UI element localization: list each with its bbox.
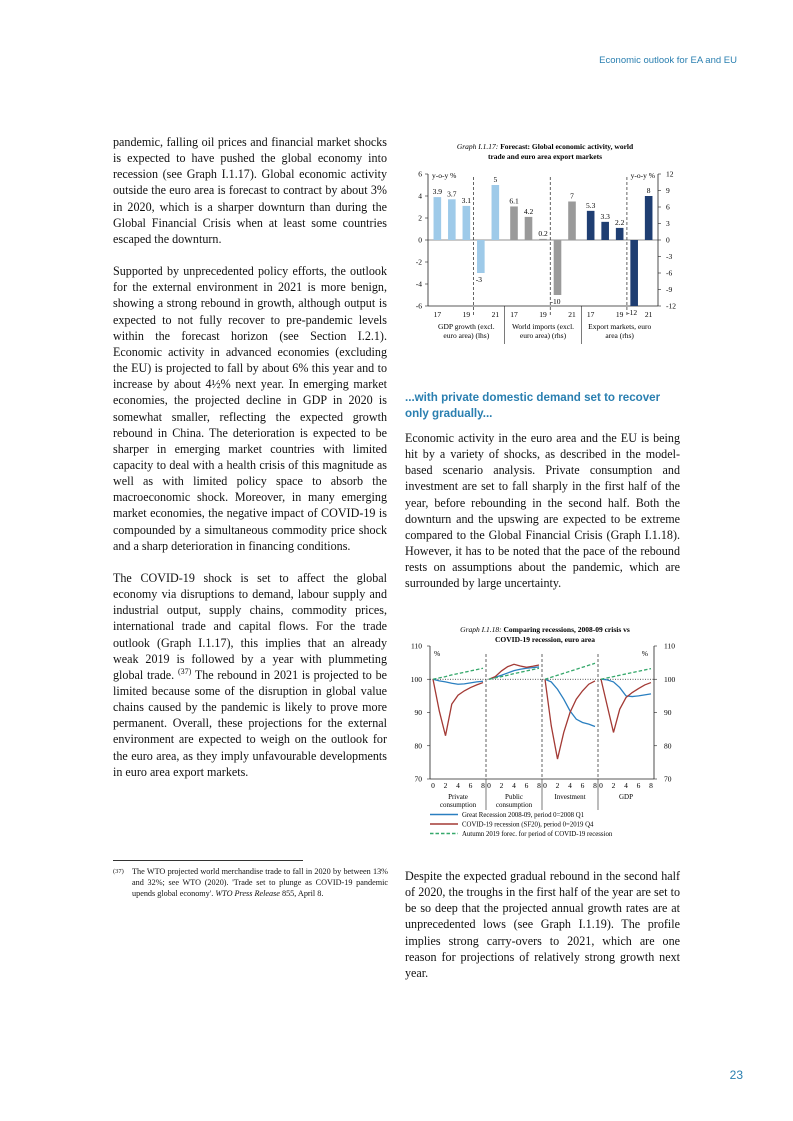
bar-data-label: 3.3 (600, 211, 610, 221)
x-tick-label: 19 (462, 310, 471, 319)
x-tick-label: 8 (593, 781, 597, 790)
paragraph (113, 570, 387, 780)
paragraph-text: The rebound in 2021 is projected to be limited because some of the disruption in global value chains caused by the pandemic is likely to prove more permanent. Overall, these projections for the external environment are expected to weigh on the outlook for the euro area, as they imply unfavourable developments in euro area export markets. (113, 667, 388, 779)
chart-title: trade and euro area export markets (487, 152, 603, 161)
section-subheading: ...with private domestic demand set to recover only gradually... (405, 391, 661, 420)
page-number: 23 (729, 1068, 743, 1082)
footnote-reference[interactable]: (37) (177, 666, 192, 676)
x-tick-label: 4 (512, 781, 516, 790)
right-tick-label: -12 (666, 301, 676, 311)
bar-data-label: 5 (493, 175, 498, 184)
left-tick-label: 4 (418, 191, 422, 201)
x-tick-label: 8 (537, 781, 541, 790)
left-tick-label: -2 (415, 257, 422, 267)
x-tick-label: 17 (433, 310, 442, 319)
group-label: GDP growth (excl. (438, 322, 495, 331)
bar (630, 240, 638, 306)
footnote-source: WTO Press Release (215, 889, 280, 898)
x-tick-label: 19 (615, 310, 624, 319)
paragraph: Despite the expected gradual rebound in the second half of 2020, the troughs in the first half of the year are set to be so deep that the projected annual growth rates are at unprecedented lows (see Graph I.1.19). The profile implies strong carry-overs to 2021, which are one reason for projections of relatively strong growth next year. (405, 869, 680, 980)
bar (477, 240, 485, 273)
bar (587, 211, 595, 240)
bar (434, 197, 442, 240)
group-label: Export markets, euro (588, 322, 652, 331)
chart-title: COVID-19 recession, euro area (495, 635, 595, 644)
right-column-upper (405, 430, 680, 592)
footnote-mark: (37) (113, 868, 124, 875)
running-header: Economic outlook for EA and EU (599, 55, 737, 66)
x-tick-label: 19 (539, 310, 547, 319)
group-label: euro area) (lhs) (443, 331, 490, 340)
x-tick-label: 4 (624, 781, 628, 790)
series-line (545, 679, 595, 759)
bar-data-label: 8 (646, 186, 651, 195)
paragraph-text: The COVID-19 shock is set to affect the global economy via disruptions to demand, labour supply and industrial output, supply chains, commodity prices, international trade and capital flows. For the trade outlook (Graph I.1.17), this implies that an already weak 2019 is followed by a year with plummeting global trade. (113, 570, 387, 682)
x-tick-label: 2 (499, 781, 504, 790)
left-tick-label: 90 (414, 708, 422, 717)
left-tick-label: 110 (411, 641, 422, 651)
bar-data-label: 3.1 (461, 195, 472, 205)
series-line (601, 679, 651, 696)
bar-data-label: -3 (475, 275, 482, 284)
group-label: euro area) (rhs) (519, 331, 567, 340)
series-line (601, 669, 651, 680)
x-tick-label: 0 (599, 781, 603, 790)
right-tick-label: 3 (666, 219, 670, 228)
right-tick-label: 80 (664, 741, 672, 751)
right-tick-label: 70 (664, 774, 672, 784)
series-line (601, 679, 651, 732)
bar-data-label: 4.2 (523, 206, 534, 216)
x-tick-label: 6 (524, 781, 529, 790)
right-axis-label: y-o-y % (630, 171, 655, 180)
x-tick-label: 0 (431, 781, 435, 790)
x-tick-label: 21 (568, 310, 576, 319)
right-tick-label: 6 (666, 202, 670, 212)
bar (463, 206, 471, 240)
left-tick-label: 70 (414, 774, 422, 784)
left-column (113, 134, 387, 780)
right-tick-label: 12 (666, 169, 674, 179)
graph-forecast-global-activity (400, 137, 690, 352)
footnote-text (113, 866, 388, 899)
panel-label: GDP (618, 793, 634, 801)
legend-label: Great Recession 2008-09, period 0=2008 Q1 (462, 812, 584, 819)
left-tick-label: 100 (410, 674, 422, 684)
x-tick-label: 21 (491, 310, 500, 319)
series-line (545, 663, 595, 679)
bar (525, 217, 533, 240)
left-tick-label: -6 (415, 301, 422, 311)
paragraph: Economic activity in the euro area and the EU is being hit by a variety of shocks, as described in the model-based scenario analysis. Private consumption and investment are set to fall sharply in the first half of the year, before rebounding in the second half. Both the downturn and the upswing are expected to be extreme compared to the Global Financial Crisis (Graph I.1.18). However, it has to be noted that the pace of the rebound rests on assumptions about the pandemic, which are surrounded by large uncertainty. (405, 431, 680, 591)
left-tick-label: 80 (414, 741, 422, 751)
x-tick-label: 2 (611, 781, 616, 790)
bar (539, 239, 547, 240)
panel-label: Private (448, 793, 468, 801)
bar-data-label: 7 (570, 191, 574, 201)
right-tick-label: 100 (664, 674, 676, 684)
right-tick-label: -6 (666, 268, 673, 278)
bar-data-label: 3.9 (432, 187, 443, 197)
x-tick-label: 2 (555, 781, 560, 790)
bar-data-label: 6.1 (509, 196, 519, 206)
bar-data-label: 5.3 (585, 200, 596, 210)
x-tick-label: 4 (568, 781, 572, 790)
panel-label: consumption (439, 801, 477, 809)
x-tick-label: 0 (487, 781, 491, 790)
x-tick-label: 6 (636, 781, 641, 790)
paragraph: Supported by unprecedented policy efforts, the outlook for the external environment in 2021 is more benign, showing a strong rebound in growth, although output is expected to not fully recover to pre-pandemic levels within the forecast horizon (see Section I.2.1). Economic activity in advanced economies (excluding the EU) is projected to fall by about 6% this year and to increase by about 4½% next year. In emerging market economies, the projected decline in GDP in 2020 is somewhat smaller, reflecting the expected growth rebound in China. The deterioration is expected to be sharper in emerging market countries with limited capacity to deal with a health crisis of this magnitude as well as with limited policy space to absorb the macroeconomic shock. Moreover, in many emerging market economies, the negative impact of COVID-19 is compounded by a simultaneous commodity price shock and a sharp deterioration in financing conditions. (113, 264, 387, 553)
x-tick-label: 0 (543, 781, 547, 790)
right-tick-label: 9 (666, 186, 670, 195)
left-tick-label: -4 (415, 279, 422, 289)
series-line (433, 679, 483, 684)
x-tick-label: 21 (644, 310, 653, 319)
graph-comparing-recessions (400, 620, 690, 855)
right-column-lower (405, 868, 680, 981)
panel-label: Investment (554, 793, 586, 801)
bar-data-label: -10 (550, 297, 561, 306)
y-axis-label: % (641, 649, 648, 658)
legend-label: COVID-19 recession (SF20), period 0=2019 Q4 (462, 821, 594, 829)
bar (645, 196, 653, 240)
x-tick-label: 4 (456, 781, 460, 790)
left-tick-label: 6 (418, 169, 422, 179)
series-line (433, 668, 483, 679)
left-axis-label: y-o-y % (432, 171, 457, 180)
bar-data-label: 0.2 (538, 228, 548, 238)
x-tick-label: 8 (649, 781, 653, 790)
bar (510, 206, 518, 240)
y-axis-label: % (434, 649, 441, 658)
footnote (113, 866, 388, 899)
right-tick-label: 0 (666, 235, 670, 245)
chart-title: Graph I.1.17: Forecast: Global economic activity, world (456, 142, 634, 151)
x-tick-label: 6 (468, 781, 473, 790)
group-label: World imports (excl. (511, 322, 575, 331)
legend-label: Autumn 2019 forec. for period of COVID-19 recession (462, 831, 613, 838)
x-tick-label: 6 (580, 781, 585, 790)
bar (601, 222, 609, 240)
chart-title: Graph I.1.18: Comparing recessions, 2008-09 crisis vs (460, 625, 630, 634)
x-tick-label: 17 (586, 310, 595, 319)
bar-data-label: 3.7 (447, 189, 457, 199)
bar (448, 199, 456, 240)
panel-label: consumption (495, 801, 533, 809)
right-tick-label: -9 (666, 285, 673, 294)
series-line (489, 668, 539, 679)
bar (568, 202, 576, 241)
x-tick-label: 2 (443, 781, 448, 790)
footnote-text-part: 855, April 8. (281, 889, 324, 898)
panel-label: Public (505, 793, 523, 801)
footnote-text-part: The WTO projected world merchandise trade to fall in 2020 by between 13% and 32%; see WTO (2020). 'Trade set to plunge as COVID-19 pandemic upends global economy'. (132, 867, 388, 898)
bar-data-label: 2.2 (614, 217, 625, 227)
left-tick-label: 2 (418, 213, 422, 223)
bar (492, 185, 500, 240)
bar-data-label: -12 (627, 308, 638, 317)
right-tick-label: 110 (664, 641, 675, 651)
footnote-divider (113, 860, 303, 861)
x-tick-label: 17 (510, 310, 518, 319)
right-tick-label: -3 (666, 252, 673, 261)
right-tick-label: 90 (664, 708, 672, 717)
bar (616, 228, 624, 240)
series-line (433, 679, 483, 736)
x-tick-label: 8 (481, 781, 485, 790)
left-tick-label: 0 (418, 235, 422, 245)
bar (554, 240, 562, 295)
group-label: area (rhs) (605, 331, 634, 340)
paragraph: pandemic, falling oil prices and financial market shocks is expected to have pushed the global economy into recession (see Graph I.1.17). Global economic activity outside the euro area is forecast to contract by about 3% in 2020, which is a sharper downturn than during the Global Financial Crisis when at least some countries escaped the downturn. (113, 135, 387, 246)
